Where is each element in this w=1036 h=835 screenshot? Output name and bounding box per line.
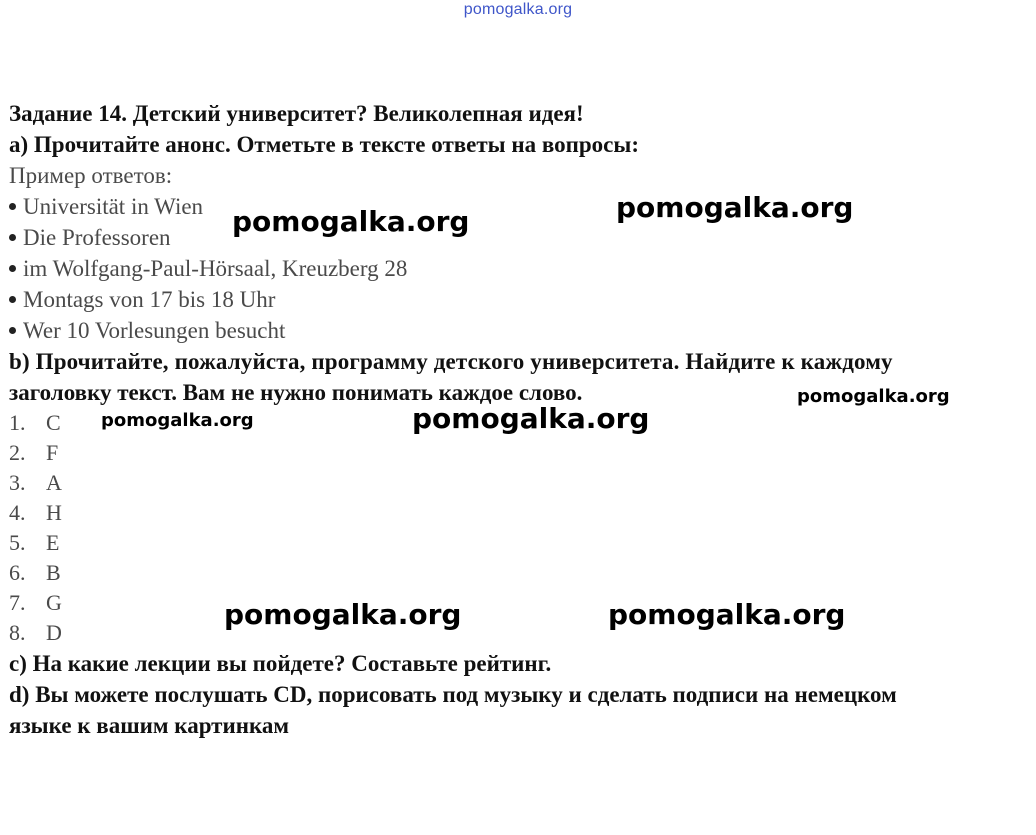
part-a-heading: а) Прочитайте анонс. Отметьте в тексте ответы на вопросы: xyxy=(9,132,640,157)
bullet-item: im Wolfgang-Paul-Hörsaal, Kreuzberg 28 xyxy=(9,253,1031,284)
answer-item: 3. A xyxy=(9,470,62,495)
bullet-item: Wer 10 Vorlesungen besucht xyxy=(9,315,1031,346)
bullet-item: Universität in Wien xyxy=(9,191,1031,222)
watermark: pomogalka.org xyxy=(616,191,854,224)
bullet-icon xyxy=(9,327,16,334)
watermark: pomogalka.org xyxy=(608,598,846,631)
answer-item: 4. H xyxy=(9,500,62,525)
answer-item: 8. D xyxy=(9,620,62,645)
bullet-icon xyxy=(9,234,16,241)
answer-item: 2. F xyxy=(9,440,59,465)
bullet-item: Die Professoren xyxy=(9,222,1031,253)
part-c-heading: c) На какие лекции вы пойдете? Составьте рейтинг. xyxy=(9,651,552,676)
site-header-link[interactable]: pomogalka.org xyxy=(463,1,573,18)
answer-item: 5. E xyxy=(9,530,60,555)
watermark: pomogalka.org xyxy=(412,402,650,435)
answer-item: 1. C xyxy=(9,410,61,435)
watermark: pomogalka.org xyxy=(101,410,254,431)
example-label: Пример ответов: xyxy=(9,163,173,188)
watermark: pomogalka.org xyxy=(224,598,462,631)
part-b-heading-line2: заголовку текст. Вам не нужно понимать каждое слово. xyxy=(9,380,583,405)
part-d-heading-line1: d) Вы можете послушать CD, порисовать под музыку и сделать подписи на немецком xyxy=(9,682,897,707)
bullet-icon xyxy=(9,203,16,210)
part-d-heading-line2: языке к вашим картинкам xyxy=(9,713,290,738)
watermark: pomogalka.org xyxy=(797,386,950,407)
watermark: pomogalka.org xyxy=(232,205,470,238)
answer-item: 6. B xyxy=(9,560,61,585)
bullet-icon xyxy=(9,296,16,303)
bullet-item: Montags von 17 bis 18 Uhr xyxy=(9,284,1031,315)
part-b-heading-line1: b) Прочитайте, пожалуйста, программу детского университета. Найдите к каждому xyxy=(9,349,893,374)
task-title: Задание 14. Детский университет? Великолепная идея! xyxy=(9,101,584,126)
answer-item: 7. G xyxy=(9,590,62,615)
bullet-icon xyxy=(9,265,16,272)
